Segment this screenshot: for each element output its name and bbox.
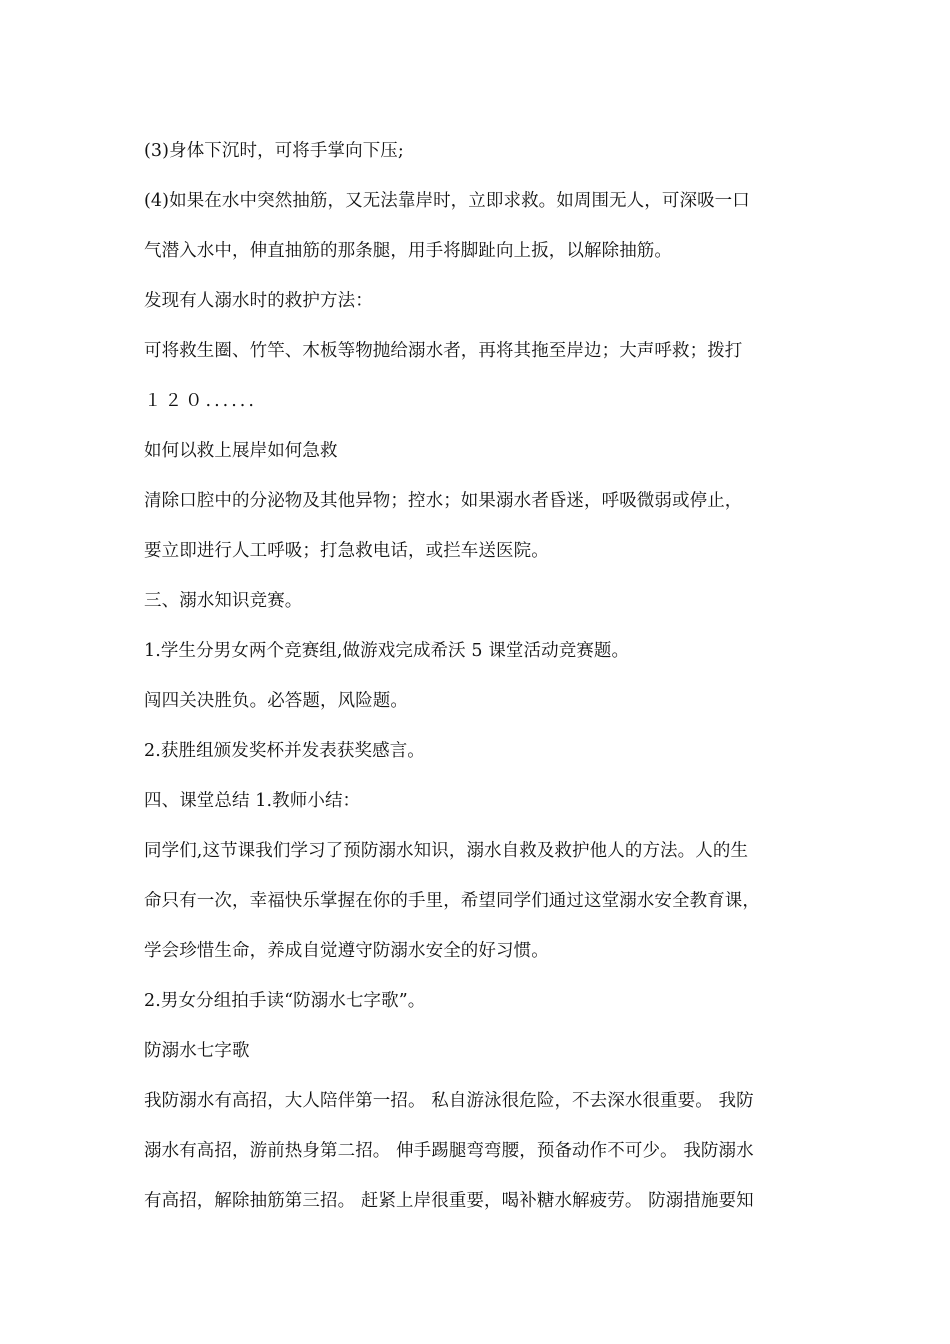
section-heading: 如何以救上展岸如何急救 <box>144 441 338 461</box>
text-line: 可将救生圈、竹竿、木板等物抛给溺水者，再将其拖至岸边；大声呼救；拨打 <box>144 341 743 361</box>
text-line: 学会珍惜生命，养成自觉遵守防溺水安全的好习惯。 <box>144 941 549 961</box>
section-heading: 三、溺水知识竞赛。 <box>144 591 303 611</box>
text-line: (4)如果在水中突然抽筋，又无法靠岸时，立即求救。如周围无人，可深吸一口 <box>144 191 750 211</box>
text-line: 我防溺水有高招，大人陪伴第一招。 私自游泳很危险，不去深水很重要。 我防 <box>144 1091 754 1111</box>
text-line: 清除口腔中的分泌物及其他异物；控水；如果溺水者昏迷，呼吸微弱或停止， <box>144 491 743 511</box>
text-line: 同学们,这节课我们学习了预防溺水知识，溺水自救及救护他人的方法。人的生 <box>144 841 749 861</box>
text-line: 1.学生分男女两个竞赛组,做游戏完成希沃 5 课堂活动竞赛题。 <box>144 641 630 661</box>
text-line: 闯四关决胜负。必答题，风险题。 <box>144 691 408 711</box>
text-line: (3)身体下沉时，可将手掌向下压; <box>144 141 404 161</box>
text-line: １２０...... <box>144 391 257 411</box>
text-line: 命只有一次，幸福快乐掌握在你的手里，希望同学们通过这堂溺水安全教育课， <box>144 891 760 911</box>
text-line: 2.男女分组拍手读“防溺水七字歌”。 <box>144 991 426 1011</box>
text-line: 气潜入水中，伸直抽筋的那条腿，用手将脚趾向上扳，以解除抽筋。 <box>144 241 672 261</box>
text-line: 有高招，解除抽筋第三招。 赶紧上岸很重要，喝补糖水解疲劳。 防溺措施要知 <box>144 1191 754 1211</box>
text-line: 2.获胜组颁发奖杯并发表获奖感言。 <box>144 741 425 761</box>
text-line: 溺水有高招，游前热身第二招。 伸手踢腿弯弯腰，预备动作不可少。 我防溺水 <box>144 1141 754 1161</box>
section-heading: 四、课堂总结 1.教师小结： <box>144 791 361 811</box>
song-title: 防溺水七字歌 <box>144 1041 250 1061</box>
section-heading: 发现有人溺水时的救护方法： <box>144 291 373 311</box>
text-line: 要立即进行人工呼吸；打急救电话，或拦车送医院。 <box>144 541 549 561</box>
